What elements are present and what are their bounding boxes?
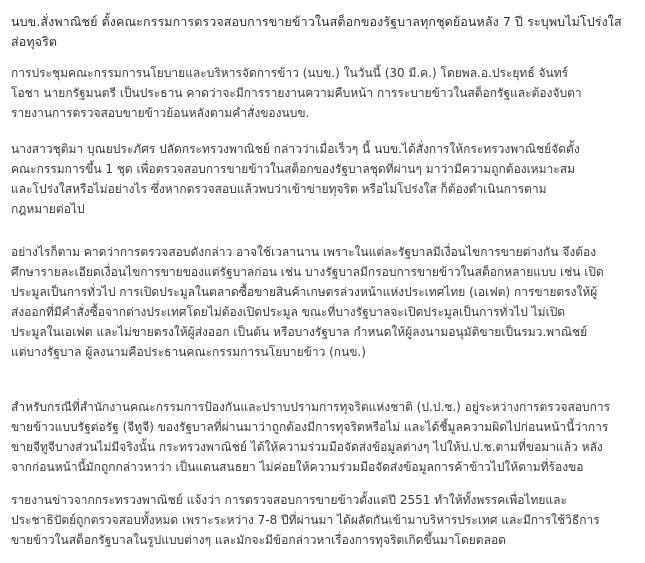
paragraph-line: คณะกรรมการขึ้น 1 ชุด เพื่อตรวจสอบการขายข้าวในสต็อกของรัฐบาลชุดที่ผ่านๆ มาว่ามีความถูกต้องเหมาะสม	[11, 162, 575, 176]
headline-line: นบข.สั่งพาณิชย์ ตั้งคณะกรรมการตรวจสอบการขายข้าวในสต็อกของรัฐบาลทุกชุดย้อนหลัง 7 ปี ระบุพบไม่โปร่งใส	[11, 14, 622, 29]
paragraph-line: โอชา นายกรัฐมนตรี เป็นประธาน คาดว่าจะมีการรายงานความคืบหน้า การระบายข้าวในสต็อกรัฐและต้องจับตา	[11, 86, 582, 100]
headline-line: ส่อทุจริต	[11, 34, 58, 49]
paragraph-line: รายงานข่าวจากกระทรวงพาณิชย์ แจ้งว่า การตรวจสอบการขายข้าวตั้งแต่ปี 2551 ทำให้ทั้งพรรคเพื่อไทยและ	[11, 493, 567, 507]
paragraph-line: ประมูลในเอเฟต และไม่ขายตรงให้ผู้ส่งออก เป็นต้น หรือบางรัฐบาล กำหนดให้ผู้ลงนามอนุมัติขายเป็นรมว.พาณิชย์	[11, 325, 588, 339]
paragraph-line: นางสาวชุติมา บุณยประภัศร ปลัดกระทรวงพาณิชย์ กล่าวว่าเมื่อเร็วๆ นี้ นบข.ได้สั่งการให้กระทรวงพาณิชย์จัดตั้ง	[11, 142, 580, 156]
paragraph-line: ประมูลเป็นการทั่วไป การเปิดประมูลในตลาดซื้อขายสินค้าเกษตรล่วงหน้าแห่งประเทศไทย (เอเฟต) การขายตรงให้ผู้	[11, 285, 598, 299]
paragraph-line: จากก่อนหน้านี้มักถูกกล่าวหาว่า เป็นแดนสนธยา ไม่ค่อยให้ความร่วมมือจัดส่งข้อมูลการค้าข้าวไปให้ตามที่ร้องขอ	[11, 460, 584, 474]
paragraph-line: รายงานการตรวจสอบขายข้าวย้อนหลังตามคำสั่งของนบข.	[11, 106, 310, 120]
paragraph-line: ขายข้าวในสต็อกรัฐบาลในรูปแบบต่างๆ และมักจะมีข้อกล่าวหาเรื่องการทุจริตเกิดขึ้นมาโดยตลอด	[11, 533, 506, 547]
paragraph-nacc	[11, 397, 633, 477]
paragraph-line: ขายจีทูจีบางส่วนไม่มีจริงนั้น กระทรวงพาณิชย์ ได้ให้ความร่วมมือจัดส่งข้อมูลต่างๆ ไปให้ป.ป.ช.ตามที่ขอมาแล้ว หลัง	[11, 440, 603, 454]
news-article	[11, 0, 633, 563]
paragraph-line: อย่างไรก็ตาม คาดว่าการตรวจสอบดังกล่าว อาจใช้เวลานาน เพราะในแต่ละรัฐบาลมีเงื่อนไขการขายต่างกัน จึงต้อง	[11, 245, 597, 259]
paragraph-line: ประชาธิปัตย์ถูกตรวจสอบทั้งหมด เพราะระหว่าง 7-8 ปีที่ผ่านมา ได้ผลัดกันเข้ามาบริหารประเทศ และมีการใช้วิธีการ	[11, 513, 600, 527]
article-headline	[11, 12, 633, 52]
paragraph-line: ศึกษารายละเอียดเงื่อนไขการขายของแต่รัฐบาลก่อน เช่น บางรัฐบาลมีกรอบการขายข้าวในสต็อกหลายแบบ เช่น เปิด	[11, 265, 604, 279]
paragraph-line: ขายข้าวแบบรัฐต่อรัฐ (จีทูจี) ของรัฐบาลที่ผ่านมาว่าถูกต้องมีการทุจริตหรือไม่ และได้ชี้มูลความผิดไปก่อนหน้านี้ว่าการ	[11, 420, 609, 434]
paragraph-meeting	[11, 63, 633, 123]
paragraph-committee	[11, 139, 633, 219]
paragraph-line: การประชุมคณะกรรมการนโยบายและบริหารจัดการข้าว (นบข.) ในวันนี้ (30 มี.ค.) โดยพล.อ.ประยุทธ์ จันทร์	[11, 66, 569, 80]
paragraph-conditions	[11, 242, 633, 362]
paragraph-line: แต่บางรัฐบาล ผู้ลงนามคือประธานคณะกรรมการนโยบายข้าว (กนข.)	[11, 345, 366, 359]
paragraph-line: ส่งออกที่มีคำสั่งซื้อจากต่างประเทศโดยไม่ต้องเปิดประมูล ขณะที่บางรัฐบาลจะเปิดประมูลเป็นการทั่วไป ไม่เปิด	[11, 305, 566, 319]
paragraph-report	[11, 490, 633, 550]
paragraph-line: และโปร่งใสหรือไม่อย่างไร ซึ่งหากตรวจสอบแล้วพบว่าเข้าข่ายทุจริต หรือไม่โปร่งใส ก็ต้องดำเนินการตาม	[11, 182, 547, 196]
paragraph-line: สำหรับกรณีที่สำนักงานคณะกรรมการป้องกันและปราบปรามการทุจริตแห่งชาติ (ป.ป.ช.) อยู่ระหว่างการตรวจสอบการ	[11, 400, 611, 414]
paragraph-line: กฎหมายต่อไป	[11, 202, 85, 216]
